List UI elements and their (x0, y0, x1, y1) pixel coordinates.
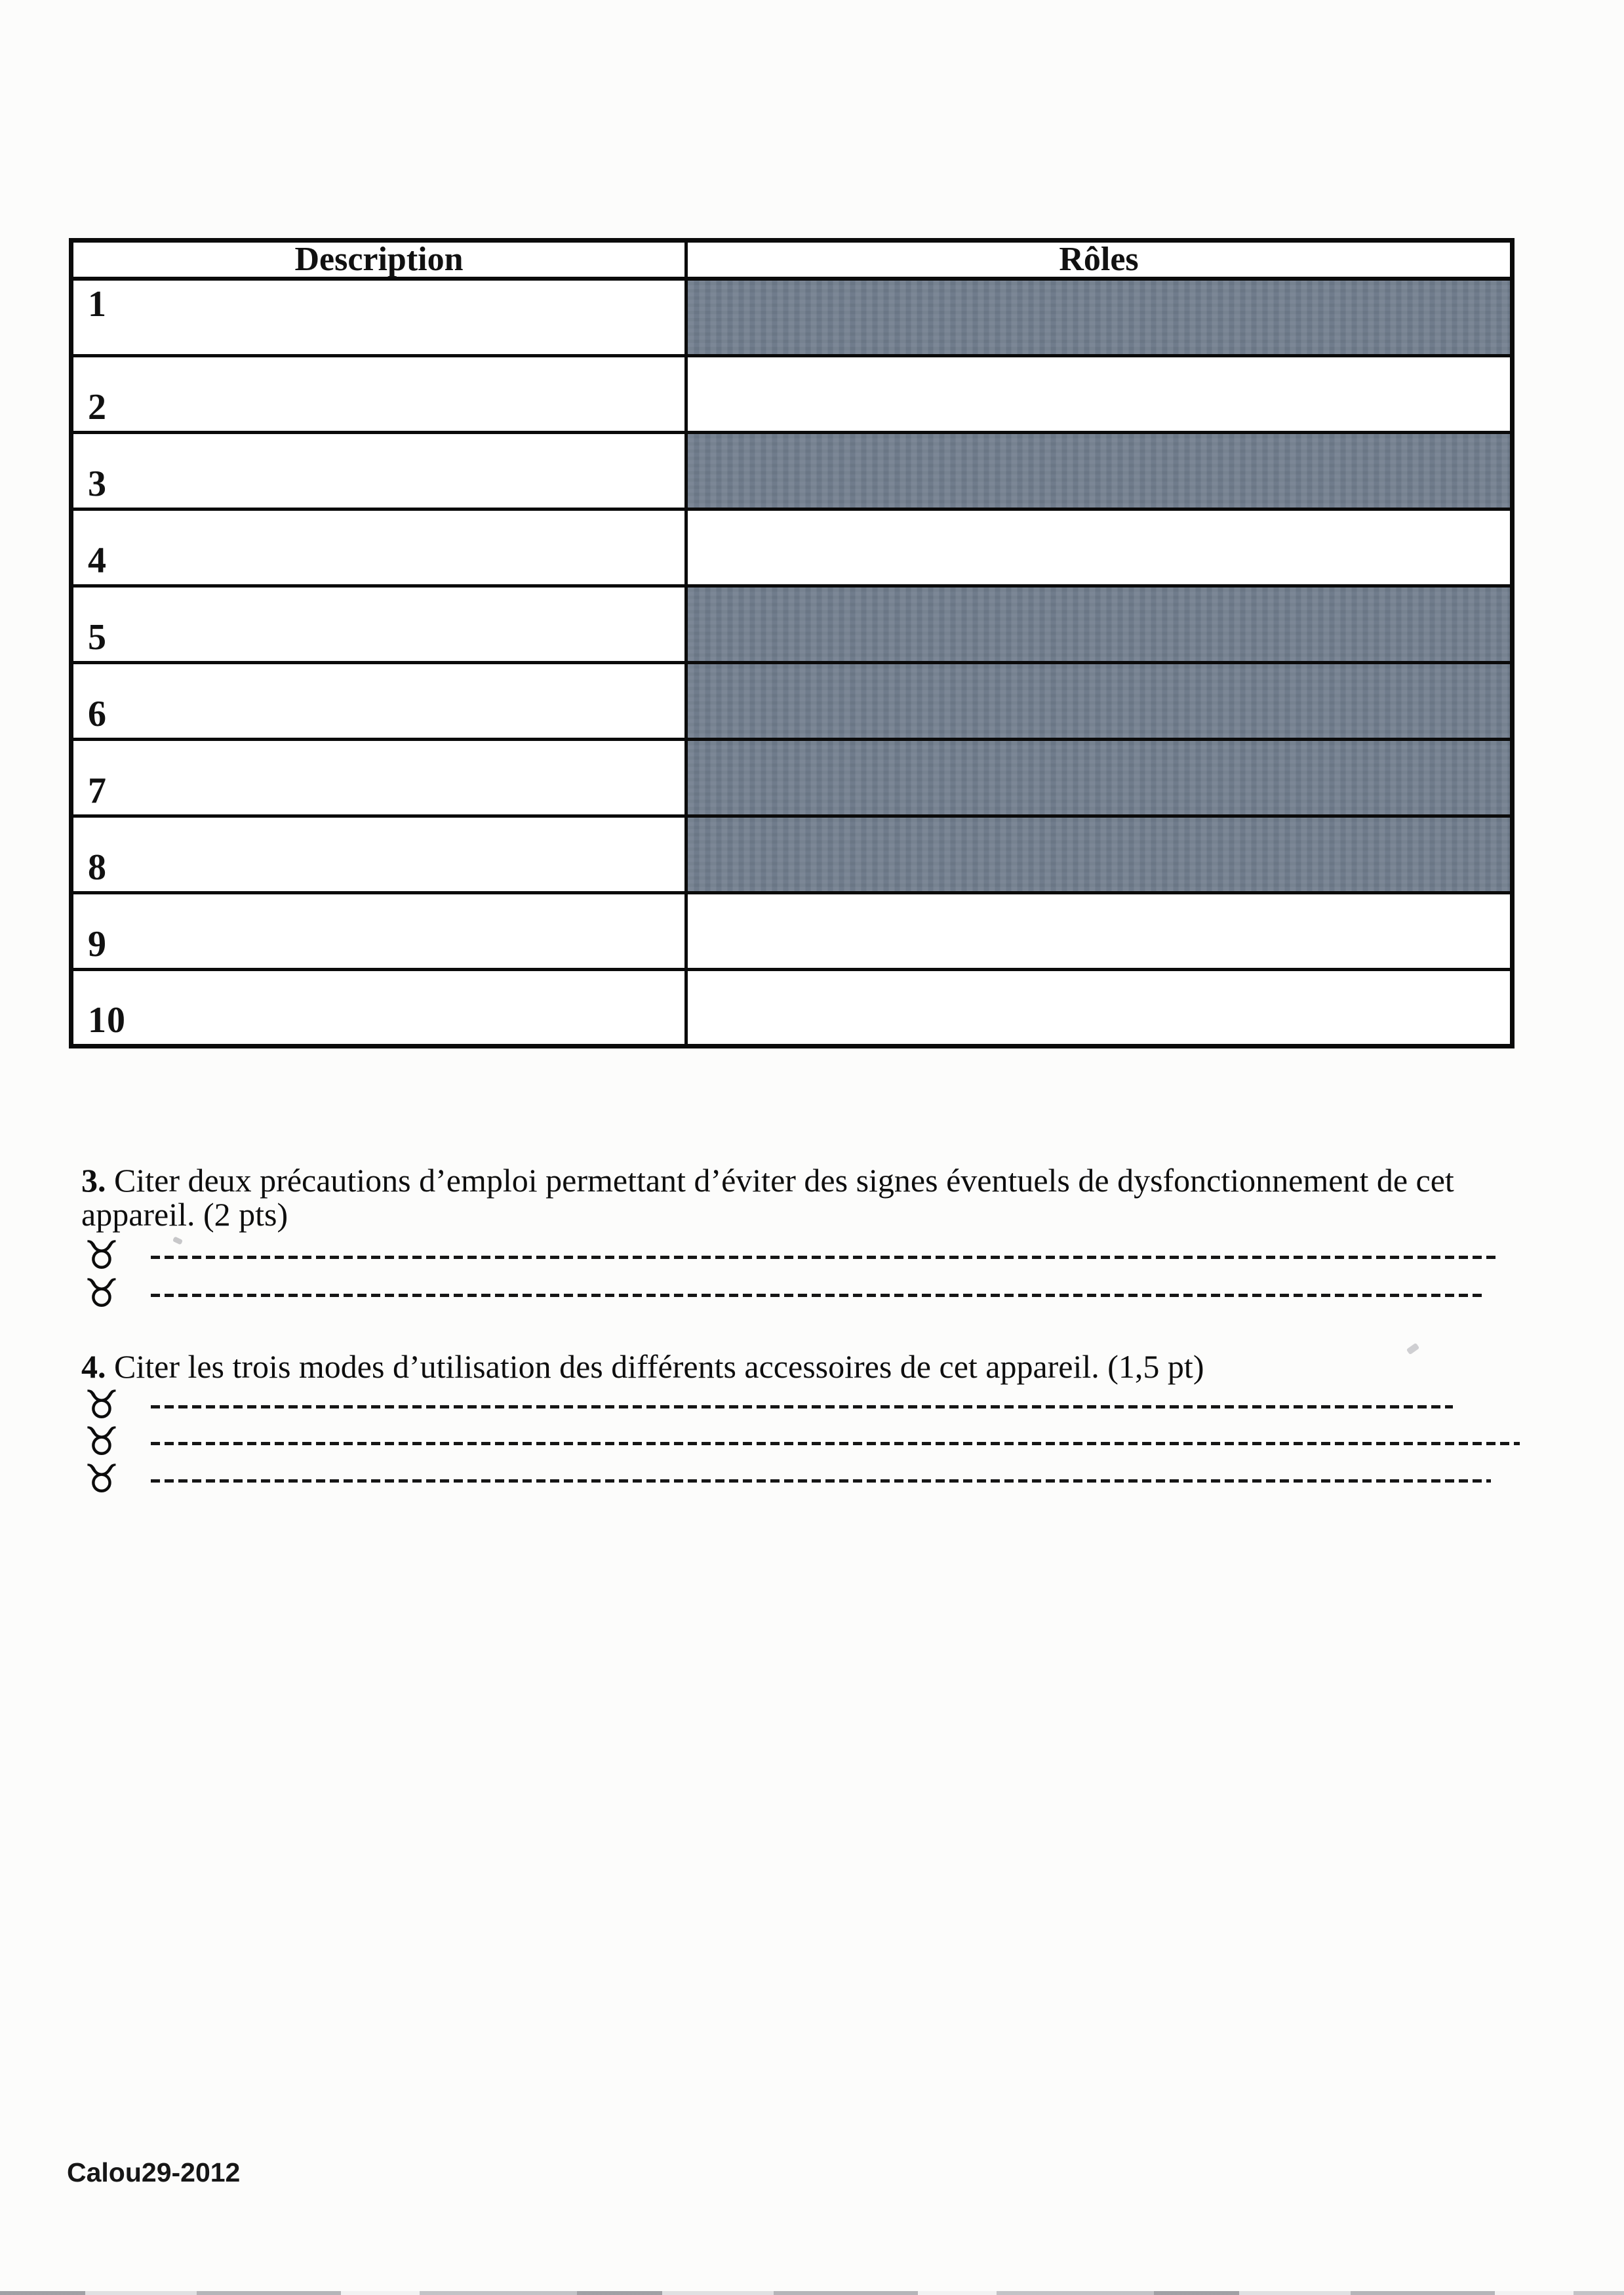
roles-cell-redacted (686, 816, 1513, 892)
description-cell (71, 432, 686, 509)
roles-cell-redacted (686, 739, 1513, 816)
roles-cell-redacted (686, 662, 1513, 739)
table-row (71, 892, 1513, 969)
table-row (71, 739, 1513, 816)
table-header-row (71, 241, 1513, 279)
description-cell (71, 892, 686, 969)
taurus-bullet-icon: ♉ (84, 1233, 119, 1279)
answer-blank-line (151, 1479, 1491, 1483)
taurus-bullet-icon: ♉ (84, 1271, 119, 1317)
roles-cell (686, 509, 1513, 586)
row-number: 7 (88, 770, 107, 811)
description-cell (71, 739, 686, 816)
table-row (71, 279, 1513, 355)
description-cell (71, 586, 686, 662)
footer-credit: Calou29-2012 (67, 2157, 241, 2187)
table-row (71, 969, 1513, 1046)
q3-answer-row-1 (84, 1233, 1496, 1279)
answer-blank-line (151, 1442, 1520, 1445)
question-3 (81, 1163, 1511, 1231)
table-row (71, 509, 1513, 586)
scanner-edge-artifact (0, 2291, 1624, 2295)
row-number: 4 (88, 540, 107, 581)
row-number: 2 (88, 386, 107, 428)
answer-blank-line (151, 1256, 1496, 1259)
table-row (71, 816, 1513, 892)
table-row (71, 662, 1513, 739)
q4-answer-row-1 (84, 1382, 1453, 1428)
roles-cell (686, 969, 1513, 1046)
description-cell (71, 816, 686, 892)
row-number: 3 (88, 463, 107, 504)
row-number: 8 (88, 847, 107, 888)
roles-cell (686, 355, 1513, 432)
q4-answer-row-3 (84, 1456, 1491, 1502)
question-3-number: 3. (81, 1162, 106, 1199)
taurus-bullet-icon: ♉ (84, 1456, 119, 1502)
taurus-bullet-icon: ♉ (84, 1382, 119, 1428)
question-3-text-line2: appareil. (2 pts) (81, 1196, 288, 1233)
row-number: 9 (88, 923, 107, 965)
roles-cell-redacted (686, 586, 1513, 662)
taurus-bullet-icon: ♉ (84, 1419, 119, 1465)
column-header-roles: Rôles (686, 241, 1513, 279)
description-cell (71, 279, 686, 355)
roles-cell-redacted (686, 432, 1513, 509)
row-number: 1 (88, 284, 107, 325)
question-4-text: Citer les trois modes d’utilisation des différents accessoires de cet appareil. (1,5 pt) (106, 1348, 1204, 1385)
row-number: 10 (88, 999, 126, 1041)
answer-blank-line (151, 1294, 1486, 1297)
table-row (71, 355, 1513, 432)
description-cell (71, 355, 686, 432)
q4-answer-row-2 (84, 1419, 1520, 1465)
table-row (71, 586, 1513, 662)
roles-cell (686, 892, 1513, 969)
question-3-text-line1: Citer deux précautions d’emploi permettant d’éviter des signes éventuels de dysfonctionnement de cet (106, 1162, 1454, 1199)
question-4-number: 4. (81, 1348, 106, 1385)
table-row (71, 432, 1513, 509)
roles-cell-redacted (686, 279, 1513, 355)
column-header-description: Description (71, 241, 686, 279)
description-cell (71, 509, 686, 586)
row-number: 6 (88, 693, 107, 734)
description-roles-table (69, 238, 1515, 1048)
description-cell (71, 969, 686, 1046)
answer-blank-line (151, 1405, 1453, 1408)
row-number: 5 (88, 616, 107, 658)
question-4 (81, 1349, 1511, 1384)
q3-answer-row-2 (84, 1271, 1486, 1317)
description-cell (71, 662, 686, 739)
